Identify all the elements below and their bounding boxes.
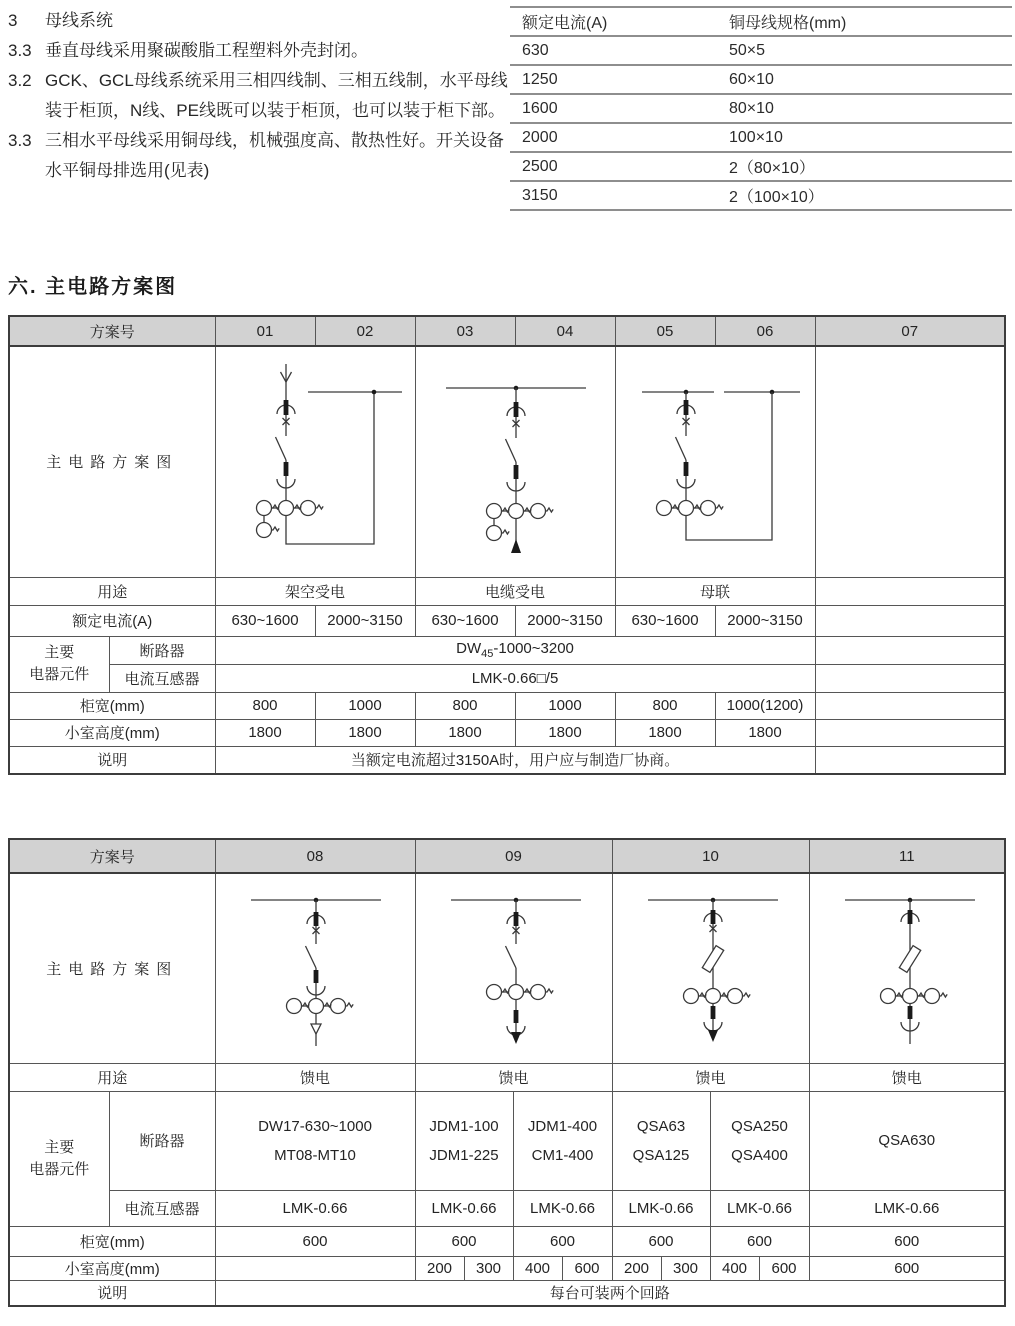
cabinet-width-value-empty (815, 692, 1005, 719)
diagram-row-label: 主电路方案图 (9, 873, 215, 1063)
note-text: GCK、GCL母线系统采用三相四线制、三相五线制，水平母线装于柜顶，N线、PE线既可以装于柜顶，也可以装于柜下部。 (45, 71, 508, 120)
cell-current: 630 (510, 36, 717, 65)
cell-spec: 80×10 (717, 94, 1012, 123)
cabinet-width-value: 800 (415, 692, 515, 719)
note-number: 3.3 (8, 41, 32, 60)
cell-spec: 2（80×10） (717, 152, 1012, 181)
cabinet-width-label: 柜宽(mm) (9, 1226, 215, 1256)
table-row (510, 152, 1012, 181)
cabinet-width-value: 800 (215, 692, 315, 719)
scheme-number-label: 方案号 (9, 316, 215, 346)
circuit-diagram-05-06 (615, 346, 815, 577)
remark-text: 每台可装两个回路 (215, 1280, 1005, 1306)
scheme-number: 08 (215, 839, 415, 873)
scheme-number: 11 (809, 839, 1005, 873)
rated-current-value-empty (815, 605, 1005, 636)
ct-value: LMK-0.66□/5 (215, 664, 815, 692)
compartment-height-value: 200 (415, 1256, 464, 1280)
diagram-cell-07-empty (815, 346, 1005, 577)
scheme-number: 02 (315, 316, 415, 346)
ct-value: LMK-0.66 (612, 1190, 710, 1226)
cell-spec: 2（100×10） (717, 181, 1012, 210)
breaker-value: DW17-630~1000 MT08-MT10 (215, 1091, 415, 1190)
remark-row (9, 1280, 1005, 1306)
ct-value: LMK-0.66 (809, 1190, 1005, 1226)
diagram-row-label: 主电路方案图 (9, 346, 215, 577)
cabinet-width-value: 800 (615, 692, 715, 719)
cabinet-width-value: 600 (612, 1226, 710, 1256)
note-item (8, 66, 508, 126)
compartment-height-value: 400 (513, 1256, 562, 1280)
rated-current-value: 2000~3150 (715, 605, 815, 636)
main-components-label: 主要 电器元件 (9, 1091, 109, 1226)
breaker-label: 断路器 (109, 636, 215, 664)
note-item (8, 36, 508, 66)
compartment-height-value: 300 (661, 1256, 710, 1280)
note-item (8, 126, 508, 186)
cell-spec: 60×10 (717, 65, 1012, 94)
note-number: 3.2 (8, 71, 32, 90)
table-row (510, 65, 1012, 94)
diagram-row (9, 873, 1005, 1063)
table-header-row (510, 7, 1012, 36)
breaker-value: $DW_{45}-1000\sim 3200$ (215, 636, 815, 664)
circuit-diagram-01-02 (215, 346, 415, 577)
scheme-header-row (9, 316, 1005, 346)
cell-current: 2500 (510, 152, 717, 181)
rated-current-value: 2000~3150 (515, 605, 615, 636)
usage-value: 架空受电 (215, 577, 415, 605)
cell-current: 1250 (510, 65, 717, 94)
cabinet-width-label: 柜宽(mm) (9, 692, 215, 719)
usage-value: 馈电 (612, 1063, 809, 1091)
cabinet-width-value: 600 (415, 1226, 513, 1256)
compartment-height-value: 400 (710, 1256, 759, 1280)
note-number: 3 (8, 11, 18, 30)
section-title: 六. 主电路方案图 (8, 276, 178, 298)
breaker-value: QSA630 (809, 1091, 1005, 1190)
scheme-table-08-11 (8, 838, 1006, 1307)
cell-current: 3150 (510, 181, 717, 210)
rated-current-value: 2000~3150 (315, 605, 415, 636)
compartment-height-value: 1800 (415, 719, 515, 746)
remark-label: 说明 (9, 746, 215, 774)
note-text: 垂直母线采用聚碳酸脂工程塑料外壳封闭。 (45, 41, 368, 60)
rated-current-value: 630~1600 (215, 605, 315, 636)
scheme-number: 10 (612, 839, 809, 873)
compartment-height-value-empty (815, 719, 1005, 746)
compartment-height-row (9, 719, 1005, 746)
rated-current-value: 630~1600 (615, 605, 715, 636)
breaker-row (9, 636, 1005, 664)
ct-value: LMK-0.66 (215, 1190, 415, 1226)
usage-value-empty (815, 577, 1005, 605)
circuit-diagram-11 (809, 873, 1005, 1063)
breaker-value: JDM1-400 CM1-400 (513, 1091, 612, 1190)
usage-value: 母联 (615, 577, 815, 605)
ct-value-empty (815, 664, 1005, 692)
compartment-height-row (9, 1256, 1005, 1280)
cell-current: 1600 (510, 94, 717, 123)
compartment-height-value: 200 (612, 1256, 661, 1280)
circuit-diagram-03-04 (415, 346, 615, 577)
compartment-height-value: 600 (809, 1256, 1005, 1280)
usage-label: 用途 (9, 1063, 215, 1091)
scheme-number: 03 (415, 316, 515, 346)
compartment-height-value: 1800 (515, 719, 615, 746)
note-item (8, 6, 508, 36)
cabinet-width-value: 600 (710, 1226, 809, 1256)
main-components-label: 主要 电器元件 (9, 636, 109, 692)
usage-value: 馈电 (415, 1063, 612, 1091)
breaker-value-empty (815, 636, 1005, 664)
cabinet-width-row (9, 1226, 1005, 1256)
cabinet-width-value: 1000 (515, 692, 615, 719)
rated-current-row (9, 605, 1005, 636)
cell-spec: 50×5 (717, 36, 1012, 65)
scheme-number: 01 (215, 316, 315, 346)
remark-empty (815, 746, 1005, 774)
compartment-height-label: 小室高度(mm) (9, 719, 215, 746)
compartment-height-value: 1800 (215, 719, 315, 746)
compartment-height-value: 300 (464, 1256, 513, 1280)
usage-value: 馈电 (809, 1063, 1005, 1091)
diagram-row (9, 346, 1005, 577)
ct-row (9, 664, 1005, 692)
scheme-header-row (9, 839, 1005, 873)
table-row (510, 123, 1012, 152)
breaker-value: QSA250 QSA400 (710, 1091, 809, 1190)
table-row (510, 36, 1012, 65)
ct-label: 电流互感器 (109, 1190, 215, 1226)
cabinet-width-value: 1000(1200) (715, 692, 815, 719)
circuit-diagram-10 (612, 873, 809, 1063)
note-text: 母线系统 (45, 11, 113, 30)
cabinet-width-value: 600 (215, 1226, 415, 1256)
remark-row (9, 746, 1005, 774)
note-text: 三相水平母线采用铜母线，机械强度高、散热性好。开关设备水平铜母排选用(见表) (45, 131, 504, 180)
column-header-current: 额定电流(A) (510, 7, 717, 36)
scheme-number-label: 方案号 (9, 839, 215, 873)
cabinet-width-value: 1000 (315, 692, 415, 719)
busbar-notes (8, 6, 508, 186)
compartment-height-value: 600 (759, 1256, 809, 1280)
ct-value: LMK-0.66 (415, 1190, 513, 1226)
rated-current-value: 630~1600 (415, 605, 515, 636)
cell-spec: 100×10 (717, 123, 1012, 152)
ct-value: LMK-0.66 (710, 1190, 809, 1226)
remark-label: 说明 (9, 1280, 215, 1306)
breaker-label: 断路器 (109, 1091, 215, 1190)
compartment-height-value: 1800 (315, 719, 415, 746)
breaker-row (9, 1091, 1005, 1190)
cabinet-width-value: 600 (513, 1226, 612, 1256)
usage-row (9, 577, 1005, 605)
usage-value: 电缆受电 (415, 577, 615, 605)
note-number: 3.3 (8, 131, 32, 150)
cell-current: 2000 (510, 123, 717, 152)
remark-text: 当额定电流超过3150A时，用户应与制造厂协商。 (215, 746, 815, 774)
rated-current-label: 额定电流(A) (9, 605, 215, 636)
ct-row (9, 1190, 1005, 1226)
compartment-height-label: 小室高度(mm) (9, 1256, 215, 1280)
copper-busbar-spec-table (510, 6, 1012, 211)
compartment-height-value: 1800 (715, 719, 815, 746)
usage-label: 用途 (9, 577, 215, 605)
cabinet-width-row (9, 692, 1005, 719)
compartment-height-value-empty (215, 1256, 415, 1280)
usage-row (9, 1063, 1005, 1091)
column-header-spec: 铜母线规格(mm) (717, 7, 1012, 36)
compartment-height-value: 1800 (615, 719, 715, 746)
scheme-number: 09 (415, 839, 612, 873)
circuit-diagram-09 (415, 873, 612, 1063)
breaker-value: QSA63 QSA125 (612, 1091, 710, 1190)
scheme-number: 06 (715, 316, 815, 346)
scheme-number: 07 (815, 316, 1005, 346)
table-row (510, 181, 1012, 210)
ct-label: 电流互感器 (109, 664, 215, 692)
scheme-number: 04 (515, 316, 615, 346)
scheme-number: 05 (615, 316, 715, 346)
usage-value: 馈电 (215, 1063, 415, 1091)
ct-value: LMK-0.66 (513, 1190, 612, 1226)
scheme-table-01-07 (8, 315, 1006, 775)
table-row (510, 94, 1012, 123)
breaker-value: JDM1-100 JDM1-225 (415, 1091, 513, 1190)
circuit-diagram-08 (215, 873, 415, 1063)
compartment-height-value: 600 (562, 1256, 612, 1280)
cabinet-width-value: 600 (809, 1226, 1005, 1256)
